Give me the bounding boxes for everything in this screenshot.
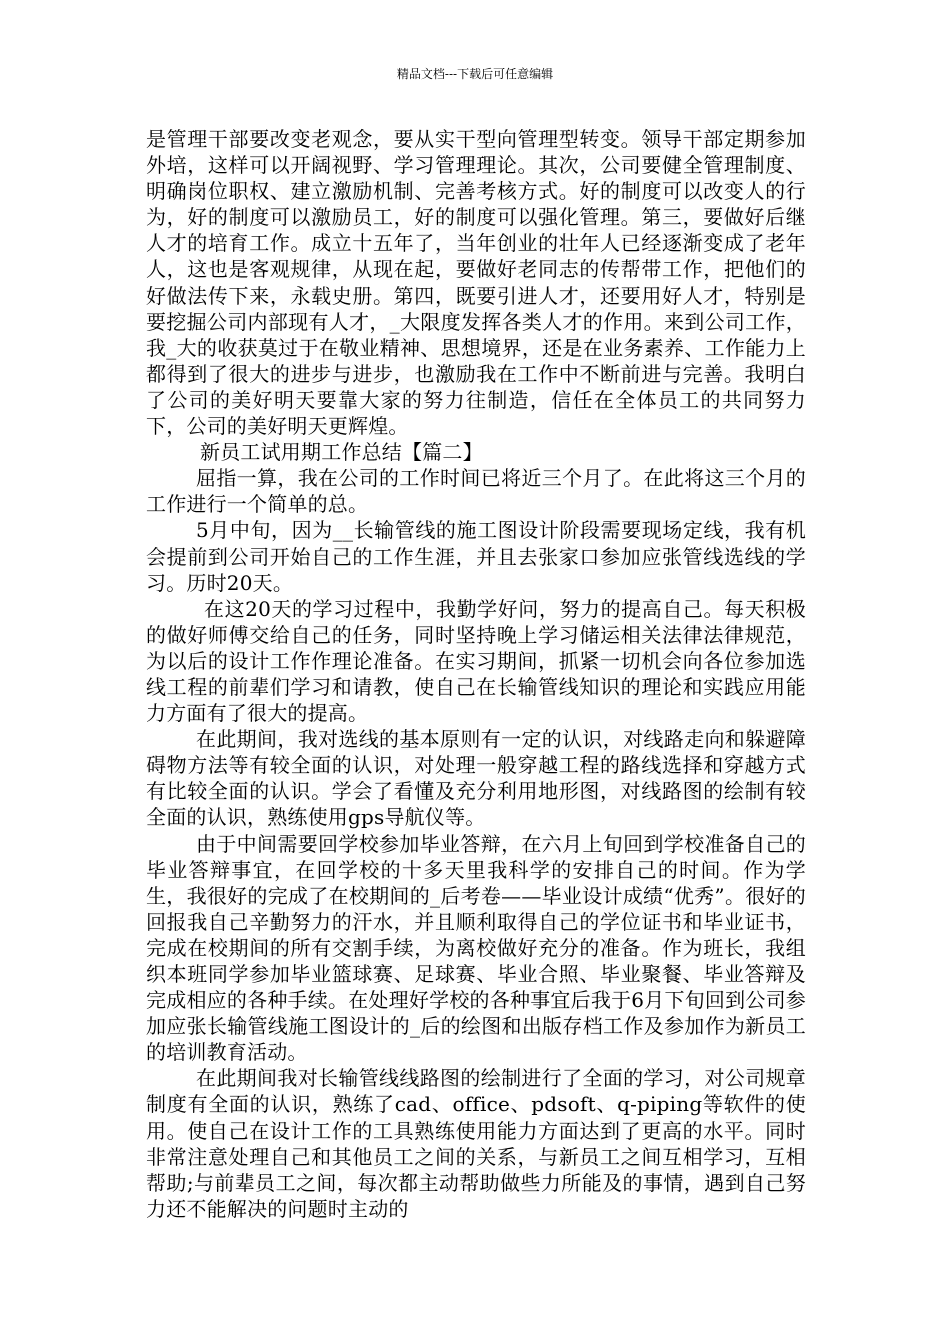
- page-header: 精品文档---下载后可任意编辑: [396, 67, 554, 81]
- paragraph-drawing-and-software: 在此期间我对长输管线线路图的绘制进行了全面的学习，对公司规章制度有全面的认识，熟练了cad、office、pdsoft、q-piping等软件的使用。使自己在设计工作的工具熟练使用能力方面达到了更高的水平。同时非常注意处理自己和其他员工之间的关系，与新员工之间互相学习，互相帮助;与前辈员工之间，每次都主动帮助做些力所能及的事情，遇到自己努力还不能解决的问题时主动的: [146, 1066, 806, 1221]
- paragraph-may-route-selection: 5月中旬，因为__长输管线的施工图设计阶段需要现场定线，我有机会提前到公司开始自己的工作生涯，并且去张家口参加应张管线选线的学习。历时20天。: [146, 518, 806, 595]
- document-body: [146, 126, 806, 1222]
- paragraph-graduation-defense: 由于中间需要回学校参加毕业答辩，在六月上旬回到学校准备自己的毕业答辩事宜，在回学校的十多天里我科学的安排自己的时间。作为学生，我很好的完成了在校期间的_后考卷——毕业设计成绩“优秀”。很好的回报我自己辛勤努力的汗水，并且顺利取得自己的学位证书和毕业证书，完成在校期间的所有交割手续，为离校做好充分的准备。作为班长，我组织本班同学参加毕业篮球赛、足球赛、毕业合照、毕业聚餐、毕业答辩及完成相应的各种手续。在处理好学校的各种事宜后我于6月下旬回到公司参加应张长输管线施工图设计的_后的绘图和出版存档工作及参加作为新员工的培训教育活动。: [146, 831, 806, 1065]
- paragraph-management-reform: 是管理干部要改变老观念，要从实干型向管理型转变。领导干部定期参加外培，这样可以开阔视野、学习管理理论。其次，公司要健全管理制度、明确岗位职权、建立激励机制、完善考核方式。好的制度可以改变人的行为，好的制度可以激励员工，好的制度可以强化管理。第三，要做好后继人才的培育工作。成立十五年了，当年创业的壮年人已经逐渐变成了老年人，这也是客观规律，从现在起，要做好老同志的传帮带工作，把他们的好做法传下来，永载史册。第四，既要引进人才，还要用好人才，特别是要挖掘公司内部现有人才，_大限度发挥各类人才的作用。来到公司工作，我_大的收获莫过于在敬业精神、思想境界，还是在业务素养、工作能力上都得到了很大的进步与进步，也激励我在工作中不断前进与完善。我明白了公司的美好明天要靠大家的努力往制造，信任在全体员工的共同努力下，公司的美好明天更辉煌。: [146, 127, 806, 439]
- section-heading-part-two: 新员工试用期工作总结【篇二】: [200, 440, 483, 465]
- paragraph-three-months-intro: 屈指一算，我在公司的工作时间已将近三个月了。在此将这三个月的工作进行一个简单的总。: [146, 466, 806, 517]
- paragraph-twenty-days-study: 在这20天的学习过程中，我勤学好问，努力的提高自己。每天积极的做好师傅交给自己的任务，同时坚持晚上学习储运相关法律法律规范，为以后的设计工作作理论准备。在实习期间，抓紧一切机会向各位参加选线工程的前辈们学习和请教，使自己在长输管线知识的理论和实践应用能力方面有了很大的提高。: [146, 596, 806, 726]
- paragraph-route-principles: 在此期间，我对选线的基本原则有一定的认识，对线路走向和躲避障碍物方法等有较全面的认识，对处理一般穿越工程的路线选择和穿越方式有比较全面的认识。学会了看懂及充分利用地形图，对线路图的绘制有较全面的认识，熟练使用gps导航仪等。: [146, 727, 806, 830]
